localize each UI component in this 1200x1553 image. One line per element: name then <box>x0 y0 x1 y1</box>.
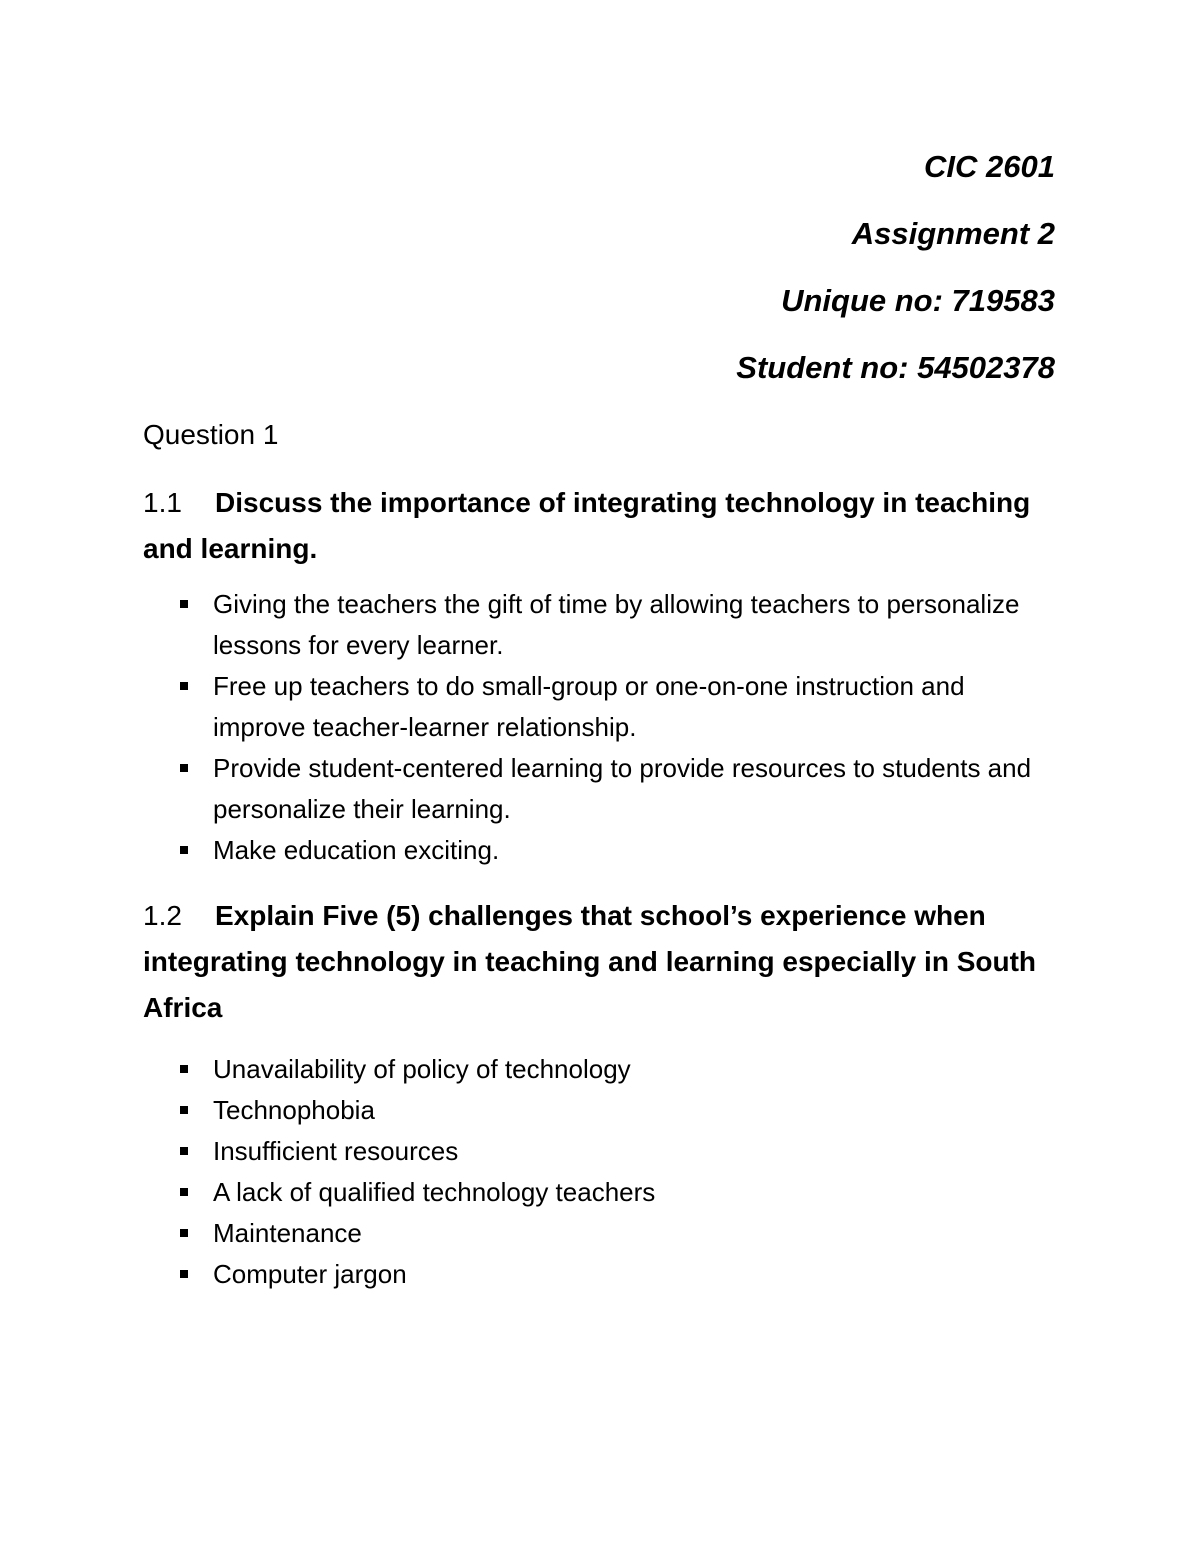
document-body <box>143 418 1063 1295</box>
assignment-title: Assignment 2 <box>851 216 1055 251</box>
square-bullet-icon <box>180 682 188 690</box>
list-item <box>143 1049 1063 1090</box>
list-item <box>143 1090 1063 1131</box>
square-bullet-icon <box>180 1065 188 1073</box>
answer-list <box>143 584 1063 871</box>
list-item <box>143 1172 1063 1213</box>
list-item-text: Maintenance <box>213 1218 362 1248</box>
section-number: 1.1 <box>143 487 182 518</box>
square-bullet-icon <box>180 1188 188 1196</box>
section-1-2 <box>143 893 1063 1295</box>
list-item <box>143 748 1063 830</box>
list-item-text: Technophobia <box>213 1095 375 1125</box>
unique-number: Unique no: 719583 <box>781 283 1055 318</box>
list-item <box>143 584 1063 666</box>
square-bullet-icon <box>180 846 188 854</box>
section-heading <box>143 480 1063 572</box>
list-item <box>143 830 1063 871</box>
section-number: 1.2 <box>143 900 182 931</box>
question-title: Question 1 <box>143 419 279 450</box>
square-bullet-icon <box>180 1229 188 1237</box>
square-bullet-icon <box>180 764 188 772</box>
square-bullet-icon <box>180 1270 188 1278</box>
square-bullet-icon <box>180 600 188 608</box>
section-1-1 <box>143 480 1063 871</box>
square-bullet-icon <box>180 1147 188 1155</box>
list-item-text: A lack of qualified technology teachers <box>213 1177 656 1207</box>
list-item-text: Unavailability of policy of technology <box>213 1054 631 1084</box>
list-item-text: Giving the teachers the gift of time by allowing teachers to personalize lessons for every learner. <box>213 589 1020 660</box>
list-item-text: Free up teachers to do small-group or one-on-one instruction and improve teacher-learner relationship. <box>213 671 965 742</box>
list-item-text: Make education exciting. <box>213 835 500 865</box>
document-header <box>355 150 1055 418</box>
square-bullet-icon <box>180 1106 188 1114</box>
list-item-text: Insufficient resources <box>213 1136 459 1166</box>
section-prompt: Discuss the importance of integrating technology in teaching and learning. <box>143 487 1031 564</box>
list-item <box>143 1131 1063 1172</box>
list-item-text: Provide student-centered learning to provide resources to students and personalize their learning. <box>213 753 1032 824</box>
student-number: Student no: 54502378 <box>736 350 1055 385</box>
list-item <box>143 1213 1063 1254</box>
list-item <box>143 1254 1063 1295</box>
section-heading <box>143 893 1063 1031</box>
list-item-text: Computer jargon <box>213 1259 407 1289</box>
section-prompt: Explain Five (5) challenges that school’s experience when integrating technology in teaching and learning especially in South Africa <box>143 900 1037 1023</box>
course-code: CIC 2601 <box>924 149 1055 184</box>
list-item <box>143 666 1063 748</box>
answer-list <box>143 1049 1063 1295</box>
